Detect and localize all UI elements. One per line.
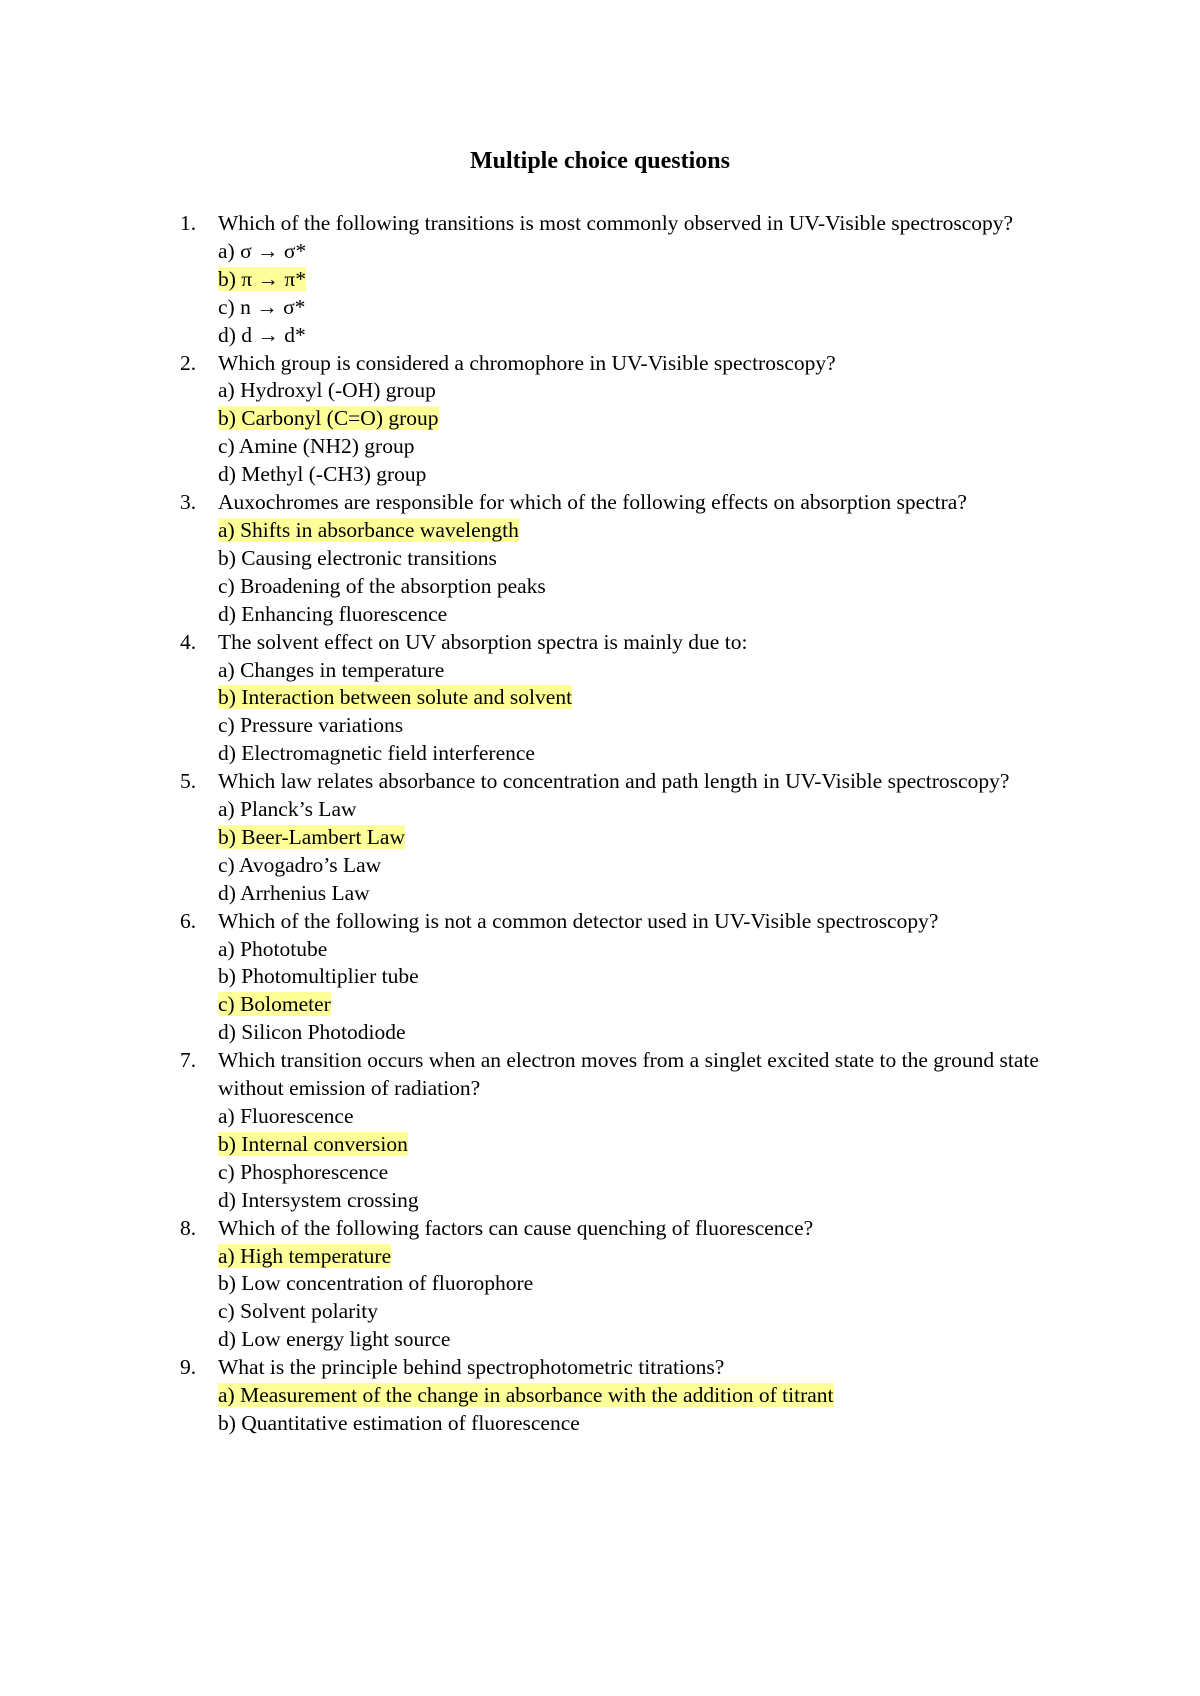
- question-text: Which transition occurs when an electron moves from a singlet excited state to the ground state without emission of radiation?: [218, 1048, 1039, 1101]
- answer-option-text: a) σ → σ*: [218, 238, 307, 263]
- answer-option: [218, 294, 1080, 322]
- page-title: Multiple choice questions: [469, 148, 730, 174]
- answer-option-text: d) Methyl (-CH3) group: [218, 462, 427, 487]
- question-text: Which of the following is not a common detector used in UV-Visible spectroscopy?: [218, 908, 939, 933]
- answer-option-text: a) Changes in temperature: [218, 657, 445, 682]
- answer-option-text: c) n → σ*: [218, 294, 306, 319]
- question-item: [180, 1215, 1080, 1355]
- answer-option: [218, 657, 1080, 685]
- answer-option: [218, 601, 1080, 629]
- question-list: [180, 210, 1080, 1438]
- question-item: [180, 350, 1080, 490]
- answer-option: [218, 322, 1080, 350]
- answer-option-correct: [218, 824, 1080, 852]
- answer-option-text: b) Low concentration of fluorophore: [218, 1271, 534, 1296]
- answer-option: [218, 852, 1080, 880]
- answer-option-text: d) Arrhenius Law: [218, 880, 370, 905]
- question-text: Which of the following transitions is most commonly observed in UV-Visible spectroscopy?: [218, 211, 1014, 235]
- answer-option-text: c) Phosphorescence: [218, 1159, 389, 1184]
- question-text: Auxochromes are responsible for which of the following effects on absorption spectra?: [218, 490, 967, 515]
- answer-option: [218, 1270, 1080, 1298]
- answer-option: [218, 1019, 1080, 1047]
- answer-option-correct: [218, 266, 1080, 294]
- question-number: 5.: [180, 769, 197, 794]
- answer-option-text: a) Measurement of the change in absorbance with the addition of titrant: [218, 1383, 834, 1408]
- answer-option-text: a) High temperature: [218, 1243, 392, 1268]
- question-item: [180, 629, 1080, 769]
- answer-option-correct: [218, 405, 1080, 433]
- answer-option: [218, 963, 1080, 991]
- answer-option: [218, 545, 1080, 573]
- answer-option-text: b) Internal conversion: [218, 1131, 408, 1156]
- answer-option-text: b) Beer-Lambert Law: [218, 824, 406, 849]
- question-number: 8.: [180, 1215, 197, 1240]
- answer-option-text: c) Avogadro’s Law: [218, 852, 382, 877]
- question-item: [180, 768, 1080, 908]
- question-number: 6.: [180, 908, 197, 933]
- question-item: [180, 210, 1080, 350]
- answer-option: [218, 1410, 1080, 1438]
- answer-option-text: d) Enhancing fluorescence: [218, 601, 448, 626]
- answer-option-text: a) Planck’s Law: [218, 797, 357, 822]
- answer-option-correct: [218, 1131, 1080, 1159]
- answer-option-text: d) Intersystem crossing: [218, 1187, 419, 1212]
- answer-option: [218, 461, 1080, 489]
- answer-option: [218, 1298, 1080, 1326]
- answer-option: [218, 880, 1080, 908]
- question-text: What is the principle behind spectrophotometric titrations?: [218, 1355, 725, 1380]
- answer-option-correct: [218, 517, 1080, 545]
- answer-option: [218, 1103, 1080, 1131]
- answer-option-correct: [218, 1382, 1080, 1410]
- answer-option-text: d) Low energy light source: [218, 1327, 451, 1352]
- question-text: Which of the following factors can cause quenching of fluorescence?: [218, 1215, 814, 1240]
- answer-option-text: b) Interaction between solute and solvent: [218, 685, 573, 710]
- answer-option: [218, 936, 1080, 964]
- answer-option-text: b) Photomultiplier tube: [218, 964, 419, 989]
- answer-option-correct: [218, 1243, 1080, 1271]
- answer-option: [218, 1326, 1080, 1354]
- question-number: 2.: [180, 350, 197, 375]
- answer-option-text: a) Phototube: [218, 936, 328, 961]
- answer-option: [218, 573, 1080, 601]
- answer-option-text: d) Electromagnetic field interference: [218, 741, 535, 766]
- answer-option-correct: [218, 684, 1080, 712]
- question-item: [180, 489, 1080, 629]
- answer-option-text: c) Amine (NH2) group: [218, 434, 415, 459]
- answer-option-text: b) Quantitative estimation of fluorescence: [218, 1410, 580, 1435]
- question-number: 3.: [180, 490, 197, 515]
- answer-option-text: c) Bolometer: [218, 992, 331, 1017]
- answer-option: [218, 796, 1080, 824]
- answer-option-text: b) π → π*: [218, 266, 306, 291]
- answer-option: [218, 433, 1080, 461]
- question-number: 9.: [180, 1355, 197, 1380]
- answer-option-correct: [218, 991, 1080, 1019]
- answer-option-text: c) Pressure variations: [218, 713, 404, 738]
- question-item: [180, 908, 1080, 1048]
- answer-option-text: b) Carbonyl (C=O) group: [218, 406, 439, 431]
- answer-option-text: a) Shifts in absorbance wavelength: [218, 517, 519, 542]
- question-item: [180, 1354, 1080, 1438]
- answer-option-text: b) Causing electronic transitions: [218, 545, 497, 570]
- answer-option-text: a) Fluorescence: [218, 1104, 354, 1128]
- question-text: Which group is considered a chromophore in UV-Visible spectroscopy?: [218, 350, 836, 375]
- answer-option-text: c) Broadening of the absorption peaks: [218, 573, 546, 598]
- answer-option: [218, 740, 1080, 768]
- question-number: 4.: [180, 629, 197, 654]
- answer-option-text: c) Solvent polarity: [218, 1299, 379, 1324]
- answer-option: [218, 238, 1080, 266]
- question-text: Which law relates absorbance to concentration and path length in UV-Visible spectroscopy?: [218, 769, 1010, 794]
- answer-option-text: d) Silicon Photodiode: [218, 1020, 406, 1045]
- answer-option: [218, 377, 1080, 405]
- answer-option: [218, 1159, 1080, 1187]
- answer-option-text: a) Hydroxyl (-OH) group: [218, 378, 436, 403]
- question-number: 7.: [180, 1048, 197, 1073]
- answer-option-text: d) d → d*: [218, 322, 306, 347]
- answer-option: [218, 1187, 1080, 1215]
- answer-option: [218, 712, 1080, 740]
- question-text: The solvent effect on UV absorption spectra is mainly due to:: [218, 629, 748, 654]
- question-number: 1.: [180, 211, 197, 235]
- question-item: [180, 1047, 1080, 1214]
